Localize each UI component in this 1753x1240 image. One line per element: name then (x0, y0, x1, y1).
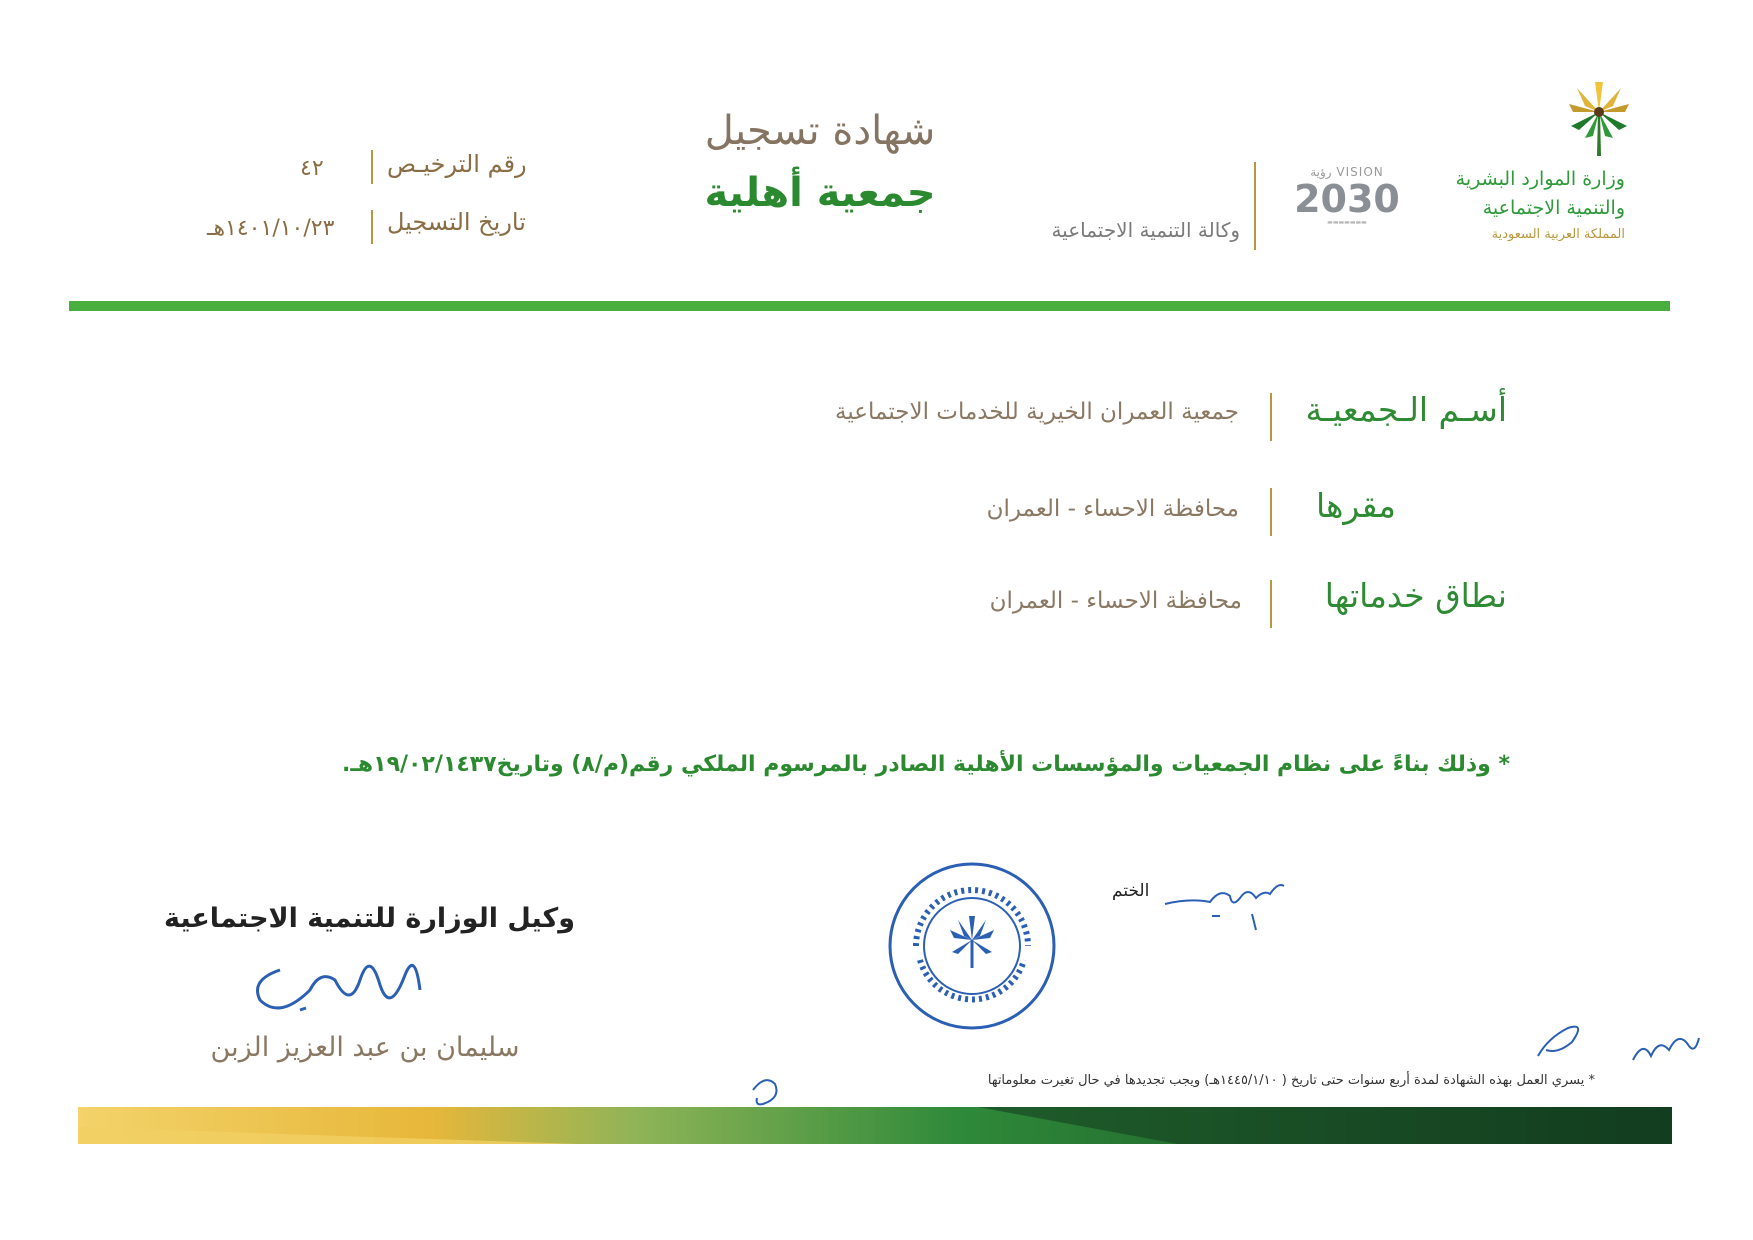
handwritten-note-icon (1625, 1020, 1705, 1075)
header-green-line (69, 301, 1670, 311)
stamp-initial-signature-icon (1160, 868, 1290, 938)
license-divider (371, 150, 373, 184)
vision-label: VISION رؤية (1310, 165, 1384, 179)
vision-subtext-icon: ▬▬▬▬▬▬▬ (1327, 219, 1367, 226)
ministry-name-line2: والتنمية الاجتماعية (1482, 197, 1625, 219)
vision-2030-logo (1293, 165, 1401, 226)
field-scope-divider (1270, 580, 1272, 628)
certificate-title: شهادة تسجيل (704, 108, 936, 154)
field-scope-label: نطاق خدماتها (1324, 576, 1507, 615)
license-value: ٤٢ (300, 156, 324, 181)
field-name-label: أسـم الـجمعيـة (1305, 390, 1507, 429)
ministry-country: المملكة العربية السعودية (1491, 227, 1625, 242)
palm-logo-icon (1559, 80, 1635, 158)
footer-decorative-bar (78, 1107, 1672, 1144)
field-hq-divider (1270, 488, 1272, 536)
certificate-subtitle: جمعية أهلية (704, 170, 936, 216)
official-seal-icon (886, 860, 1058, 1032)
handwritten-mark-icon (1528, 1008, 1588, 1068)
registration-divider (371, 210, 373, 244)
field-name-value: جمعية العمران الخيرية للخدمات الاجتماعية (835, 399, 1239, 425)
ministry-name-line1: وزارة الموارد البشرية (1455, 168, 1625, 190)
validity-note: * يسري العمل بهذه الشهادة لمدة أربع سنوات حتى تاريخ ( ١٤٤٥/١/١٠هـ) ويجب تجديدها في حال تغيرت معلوماتها (987, 1073, 1595, 1088)
header-divider (1254, 162, 1256, 250)
field-name-divider (1270, 393, 1272, 441)
field-hq-label: مقرها (1315, 486, 1396, 525)
undersecretary-signature-icon (240, 940, 490, 1030)
field-scope-value: محافظة الاحساء - العمران (989, 588, 1242, 614)
license-label: رقم الترخيـص (387, 150, 527, 178)
legal-basis-note: * وذلك بناءً على نظام الجمعيات والمؤسسات الأهلية الصادر بالمرسوم الملكي رقم(م/٨) وتاريخ١٩/٠٢/١٤٣٧هـ. (342, 752, 1510, 777)
registration-label: تاريخ التسجيل (387, 208, 526, 236)
field-hq-value: محافظة الاحساء - العمران (986, 496, 1239, 522)
ministry-name (1425, 165, 1625, 223)
stamp-label: الختم (1112, 881, 1150, 901)
signer-name: سليمان بن عبد العزيز الزبن (210, 1032, 520, 1063)
registration-value: ١٤٠١/١٠/٢٣هـ (207, 216, 335, 241)
undersecretary-title: وكيل الوزارة للتنمية الاجتماعية (163, 903, 575, 934)
vision-year: 2030 (1294, 177, 1400, 221)
agency-name: وكالة التنمية الاجتماعية (1051, 218, 1240, 242)
